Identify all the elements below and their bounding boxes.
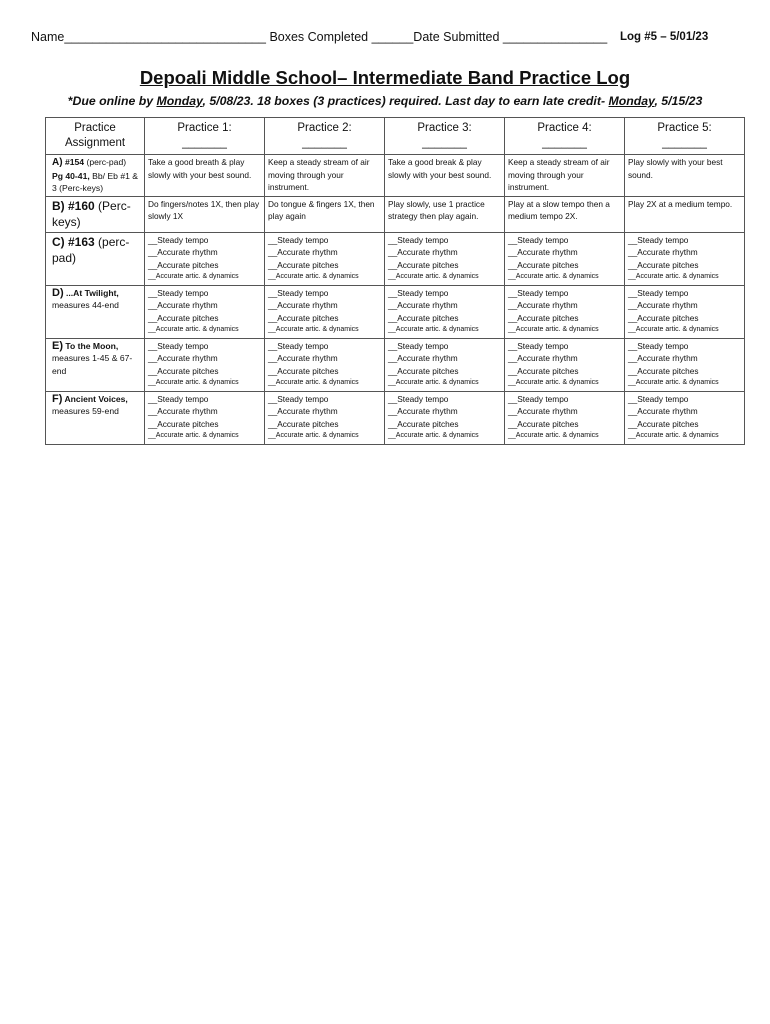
checklist-cell[interactable]: __Steady tempo __Accurate rhythm __Accurate pitches __Accurate artic. & dynamics (505, 338, 625, 391)
tip-cell[interactable]: Play 2X at a medium tempo. (625, 196, 745, 232)
header-practice-assignment: Practice Assignment (46, 118, 145, 155)
checklist-cell[interactable]: __Steady tempo __Accurate rhythm __Accurate pitches __Accurate artic. & dynamics (385, 338, 505, 391)
checklist-cell[interactable]: __Steady tempo __Accurate rhythm __Accurate pitches __Accurate artic. & dynamics (265, 338, 385, 391)
checklist-cell[interactable]: __Steady tempo __Accurate rhythm __Accurate pitches __Accurate artic. & dynamics (145, 338, 265, 391)
header-practice-1: Practice 1: _______ (145, 118, 265, 155)
assignment-b: B) #160 (Perc-keys) (46, 196, 145, 232)
tip-cell[interactable]: Play slowly, use 1 practice strategy then play again. (385, 196, 505, 232)
tip-cell[interactable]: Take a good break & play slowly with your best sound. (385, 155, 505, 197)
assignment-d: D) ...At Twilight, measures 44-end (46, 285, 145, 338)
checklist-cell[interactable]: __Steady tempo __Accurate rhythm __Accurate pitches __Accurate artic. & dynamics (265, 391, 385, 444)
checklist-cell[interactable]: __Steady tempo __Accurate rhythm __Accurate pitches __Accurate artic. & dynamics (385, 232, 505, 285)
page-title: Depoali Middle School– Intermediate Band Practice Log (139, 67, 631, 88)
header-line (31, 30, 741, 44)
checklist-cell[interactable]: __Steady tempo __Accurate rhythm __Accurate pitches __Accurate artic. & dynamics (145, 232, 265, 285)
assignment-a: A) #154 (perc-pad) Pg 40-41, Bb/ Eb #1 & 3 (Perc-keys) (46, 155, 145, 197)
checklist-cell[interactable]: __Steady tempo __Accurate rhythm __Accurate pitches __Accurate artic. & dynamics (505, 391, 625, 444)
table-header-row (46, 118, 745, 155)
boxes-completed-field[interactable]: Boxes Completed ______ (269, 30, 414, 44)
checklist-cell[interactable]: __Steady tempo __Accurate rhythm __Accurate pitches __Accurate artic. & dynamics (265, 232, 385, 285)
tip-cell[interactable]: Take a good breath & play slowly with your best sound. (145, 155, 265, 197)
due-date-note (0, 94, 770, 108)
tip-cell[interactable]: Do fingers/notes 1X, then play slowly 1X (145, 196, 265, 232)
checklist-cell[interactable]: __Steady tempo __Accurate rhythm __Accurate pitches __Accurate artic. & dynamics (625, 391, 745, 444)
assignment-e: E) To the Moon, measures 1-45 & 67-end (46, 338, 145, 391)
table-row-d (46, 285, 745, 338)
due-note-post: , 5/15/23 (654, 94, 703, 108)
due-note-mid: , 5/08/23. 18 boxes (3 practices) required. Last day to earn late credit- (202, 94, 609, 108)
tip-cell[interactable]: Play at a slow tempo then a medium tempo 2X. (505, 196, 625, 232)
late-day: Monday (608, 94, 655, 108)
checklist-cell[interactable]: __Steady tempo __Accurate rhythm __Accurate pitches __Accurate artic. & dynamics (505, 285, 625, 338)
assignment-f: F) Ancient Voices, measures 59-end (46, 391, 145, 444)
tip-cell[interactable]: Do tongue & fingers 1X, then play again (265, 196, 385, 232)
checklist-cell[interactable]: __Steady tempo __Accurate rhythm __Accurate pitches __Accurate artic. & dynamics (625, 338, 745, 391)
header-practice-4: Practice 4: _______ (505, 118, 625, 155)
table-row-b (46, 196, 745, 232)
tip-cell[interactable]: Keep a steady stream of air moving through your instrument. (265, 155, 385, 197)
due-note-pre: *Due online by (67, 94, 157, 108)
assignment-c: C) #163 (perc-pad) (46, 232, 145, 285)
header-practice-2: Practice 2: _______ (265, 118, 385, 155)
checklist-cell[interactable]: __Steady tempo __Accurate rhythm __Accurate pitches __Accurate artic. & dynamics (625, 285, 745, 338)
date-submitted-field[interactable]: Date Submitted _______________ (413, 30, 608, 44)
checklist-cell[interactable]: __Steady tempo __Accurate rhythm __Accurate pitches __Accurate artic. & dynamics (265, 285, 385, 338)
table-row-a (46, 155, 745, 197)
table-row-e (46, 338, 745, 391)
checklist-cell[interactable]: __Steady tempo __Accurate rhythm __Accurate pitches __Accurate artic. & dynamics (145, 391, 265, 444)
checklist-cell[interactable]: __Steady tempo __Accurate rhythm __Accurate pitches __Accurate artic. & dynamics (385, 391, 505, 444)
checklist-cell[interactable]: __Steady tempo __Accurate rhythm __Accurate pitches __Accurate artic. & dynamics (505, 232, 625, 285)
tip-cell[interactable]: Play slowly with your best sound. (625, 155, 745, 197)
log-number: Log #5 – 5/01/23 (620, 31, 709, 43)
tip-cell[interactable]: Keep a steady stream of air moving through your instrument. (505, 155, 625, 197)
table-row-c (46, 232, 745, 285)
due-day: Monday (156, 94, 203, 108)
name-field[interactable]: Name_____________________________ (31, 30, 266, 44)
checklist-cell[interactable]: __Steady tempo __Accurate rhythm __Accurate pitches __Accurate artic. & dynamics (385, 285, 505, 338)
header-practice-3: Practice 3: _______ (385, 118, 505, 155)
table-row-f (46, 391, 745, 444)
checklist-cell[interactable]: __Steady tempo __Accurate rhythm __Accurate pitches __Accurate artic. & dynamics (145, 285, 265, 338)
header-practice-5: Practice 5: _______ (625, 118, 745, 155)
practice-log-table (45, 117, 745, 445)
checklist-cell[interactable]: __Steady tempo __Accurate rhythm __Accurate pitches __Accurate artic. & dynamics (625, 232, 745, 285)
